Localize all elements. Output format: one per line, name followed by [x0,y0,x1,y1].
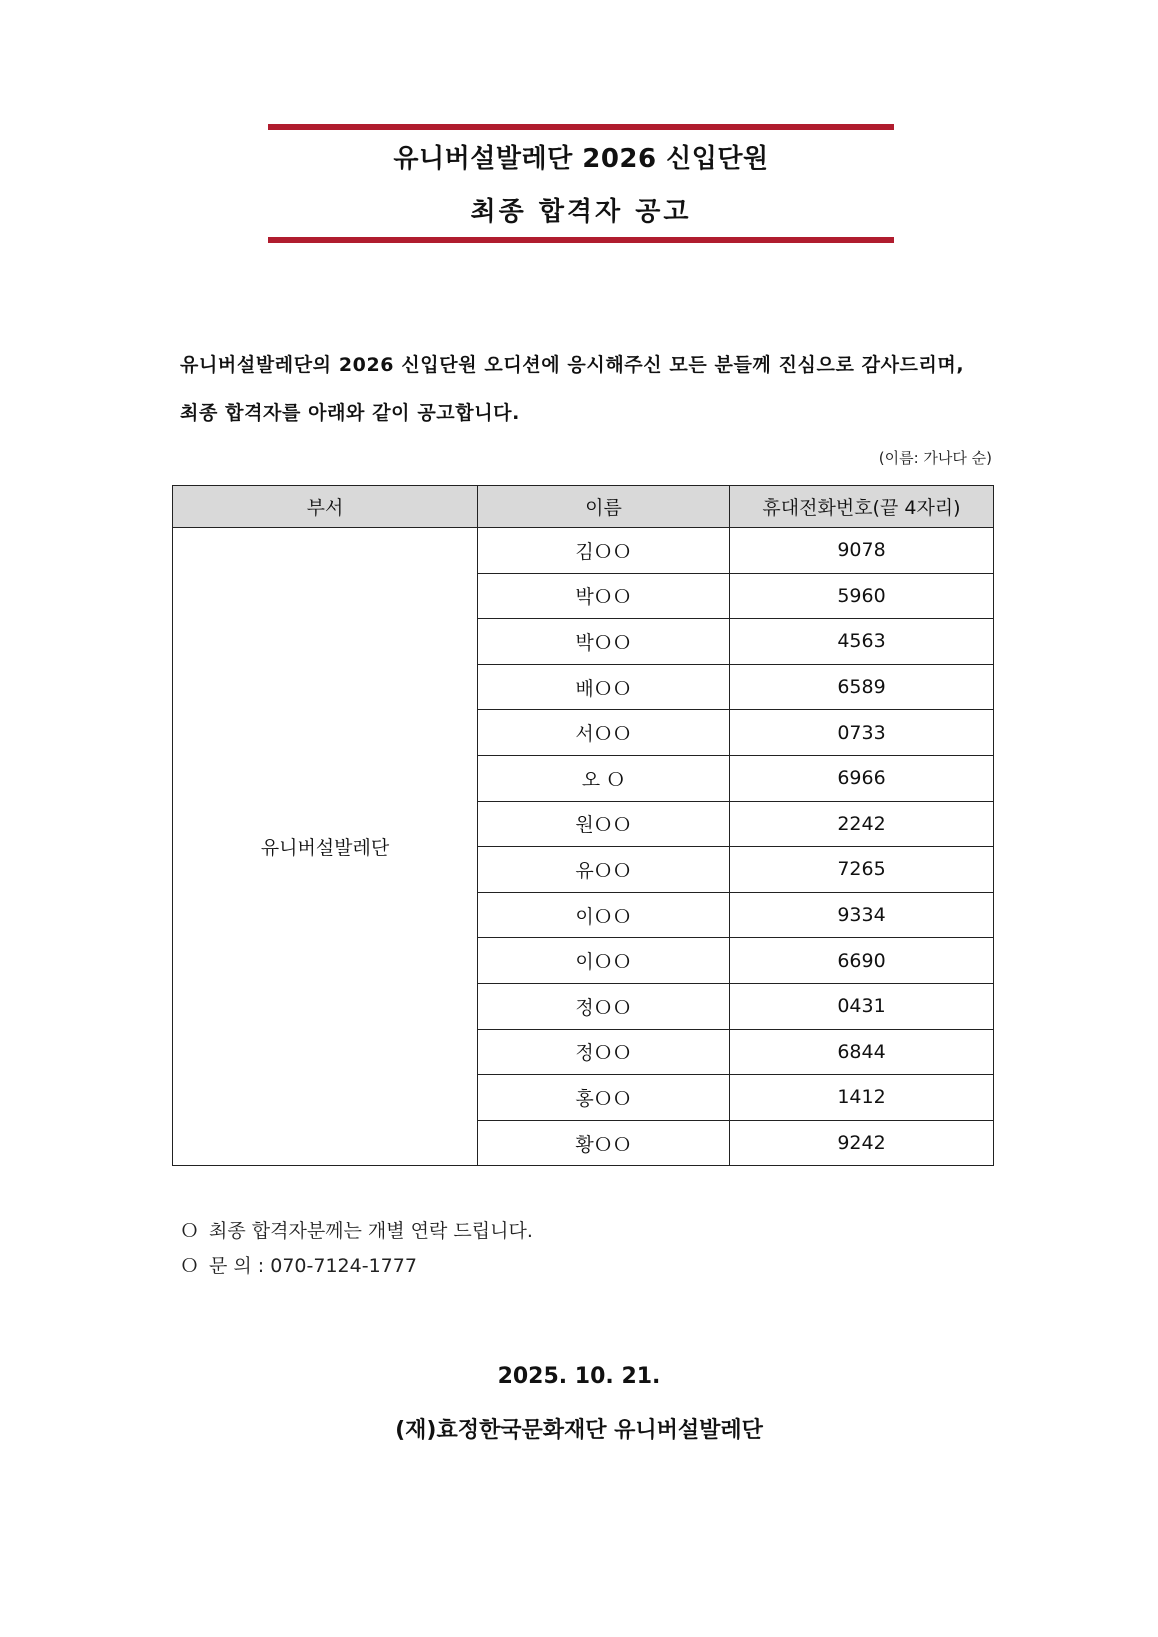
phone-cell: 0733 [730,710,994,756]
table-row [173,528,994,574]
phone-cell: 9334 [730,892,994,938]
announcement-date: 2025. 10. 21. [497,1364,661,1389]
name-cell: 원ＯＯ [478,801,730,847]
note-text-2: 문 의 : 070-7124-1777 [209,1255,417,1277]
phone-cell: 1412 [730,1075,994,1121]
name-cell: 유ＯＯ [478,847,730,893]
phone-cell: 6966 [730,755,994,801]
name-cell: 정ＯＯ [478,1029,730,1075]
phone-cell: 9078 [730,528,994,574]
title-top-rule [268,124,894,130]
organization-name: (재)효정한국문화재단 유니버설발레단 [395,1418,763,1443]
intro-line-2: 최종 합격자를 아래와 같이 공고합니다. [180,402,520,424]
name-cell: 정ＯＯ [478,983,730,1029]
name-cell: 박ＯＯ [478,573,730,619]
name-cell: 배ＯＯ [478,664,730,710]
page-subtitle: 최종 합격자 공고 [470,197,692,227]
results-table [172,485,994,1166]
phone-cell: 2242 [730,801,994,847]
name-cell: 김ＯＯ [478,528,730,574]
header-name: 이름 [478,486,730,528]
header-department: 부서 [173,486,478,528]
name-cell: 홍ＯＯ [478,1075,730,1121]
phone-cell: 6844 [730,1029,994,1075]
note-inquiry [180,1251,417,1278]
department-cell: 유니버설발레단 [173,528,478,1166]
title-bottom-rule [268,237,894,243]
phone-cell: 6589 [730,664,994,710]
phone-cell: 0431 [730,983,994,1029]
name-cell: 박ＯＯ [478,619,730,665]
table-header-row [173,486,994,528]
phone-cell: 5960 [730,573,994,619]
intro-line-1: 유니버설발레단의 2026 신입단원 오디션에 응시해주신 모든 분들께 진심으로 감사드리며, [180,354,965,376]
phone-cell: 6690 [730,938,994,984]
name-cell: 오 Ｏ [478,755,730,801]
phone-cell: 7265 [730,847,994,893]
page-title: 유니버설발레단 2026 신입단원 [393,144,769,174]
note-text-1: 최종 합격자분께는 개별 연락 드립니다. [209,1220,533,1242]
phone-cell: 4563 [730,619,994,665]
bullet-icon: Ｏ [180,1255,200,1277]
header-phone: 휴대전화번호(끝 4자리) [730,486,994,528]
bullet-icon: Ｏ [180,1220,200,1242]
note-contact-individual [180,1216,533,1243]
phone-cell: 9242 [730,1120,994,1166]
name-cell: 이ＯＯ [478,938,730,984]
sort-note: (이름: 가나다 순) [878,449,992,467]
name-cell: 황ＯＯ [478,1120,730,1166]
name-cell: 서ＯＯ [478,710,730,756]
name-cell: 이ＯＯ [478,892,730,938]
